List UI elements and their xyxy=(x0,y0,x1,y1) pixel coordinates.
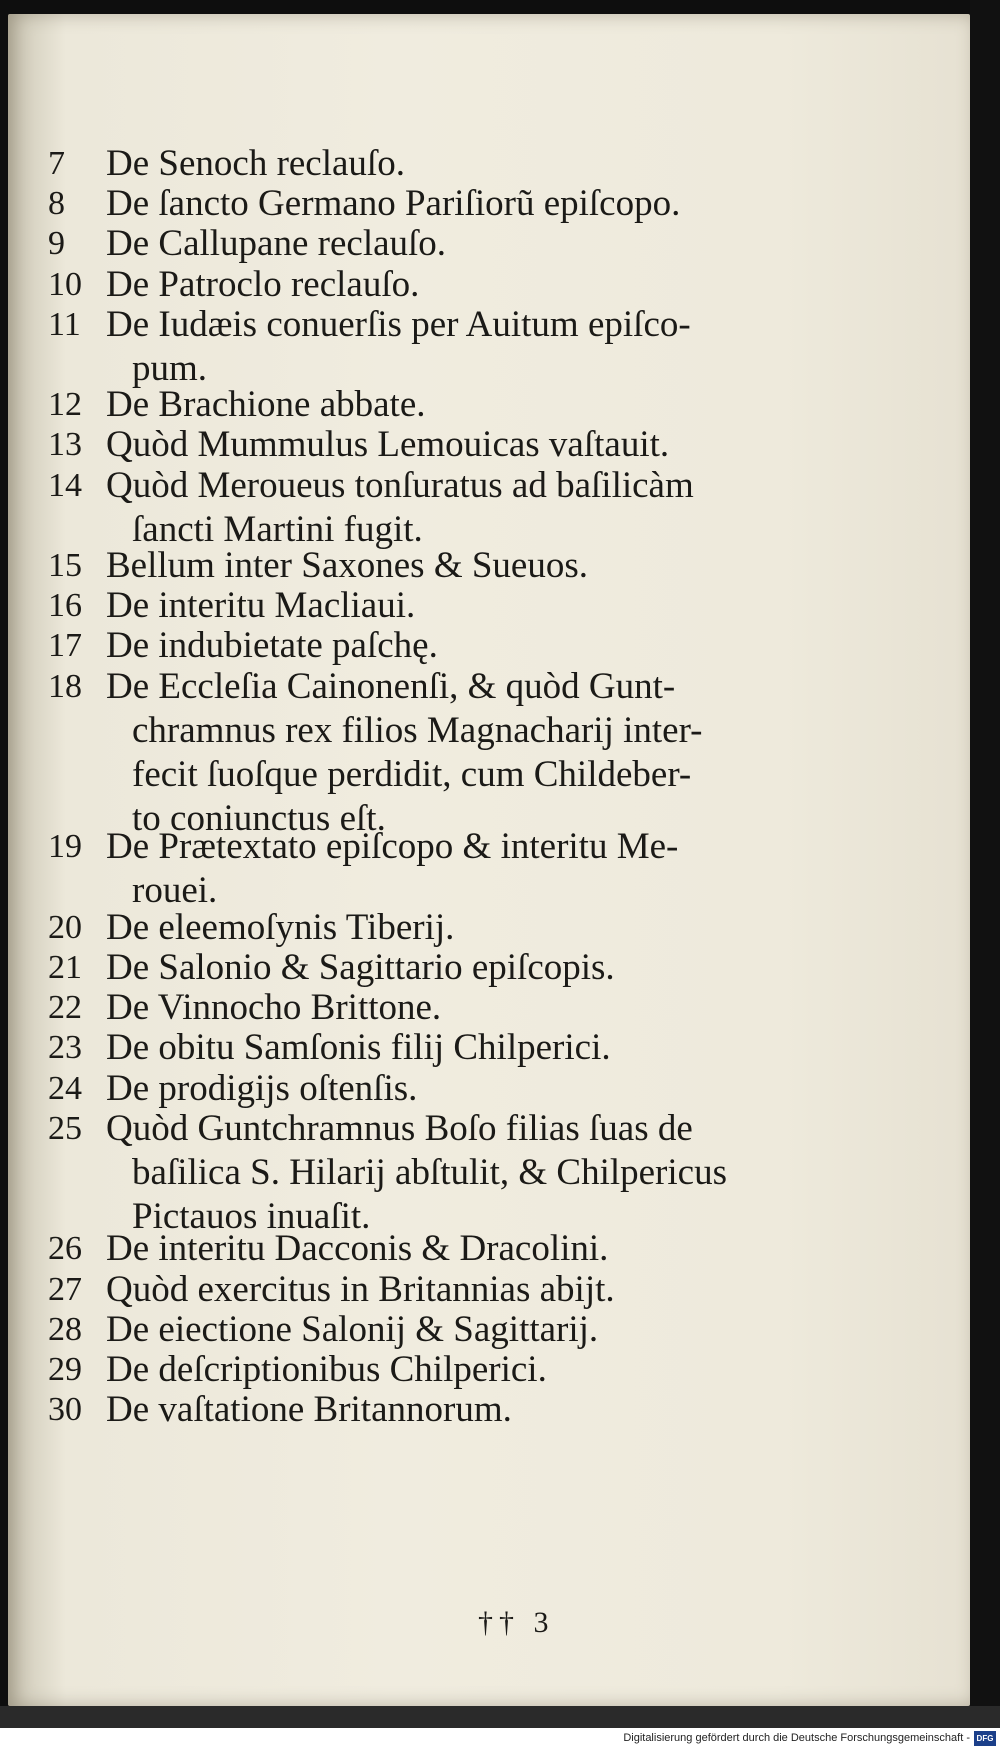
entry-number: 18 xyxy=(48,667,82,705)
entry-number: 17 xyxy=(48,627,82,665)
entry-line: Quòd Mummulus Lemouicas vaſtauit. xyxy=(106,424,670,466)
entry-number: 23 xyxy=(48,1029,82,1067)
entry-line: De deſcriptionibus Chilperici. xyxy=(106,1349,547,1390)
footer-credit: Digitalisierung gefördert durch die Deutsche Forschungsgemeinschaft - xyxy=(623,1732,970,1744)
entry-number: 15 xyxy=(48,547,82,584)
entry-title xyxy=(106,1308,826,1352)
entry-title xyxy=(106,665,826,841)
entry-line: Quòd exercitus in Britannias abijt. xyxy=(106,1268,615,1310)
entry-number: 30 xyxy=(48,1391,82,1429)
entry-title xyxy=(106,464,826,552)
entry-title xyxy=(106,303,826,391)
entry-title xyxy=(106,1227,826,1271)
entry-title xyxy=(106,142,826,186)
entry-line: Bellum inter Saxones & Sueuos. xyxy=(106,545,588,586)
entry-line: De Brachione abbate. xyxy=(106,384,426,426)
entry-line: fecit ſuoſque perdidit, cum Childeber- xyxy=(132,753,692,795)
entry-line: De Vinnocho Brittone. xyxy=(106,987,442,1029)
entry-line: ſancti Martini fugit. xyxy=(132,508,423,550)
entry-title xyxy=(106,946,826,990)
entry-line: De prodigijs oſtenſis. xyxy=(106,1067,418,1109)
entry-line: De Callupane reclauſo. xyxy=(106,223,447,265)
entry-number: 7 xyxy=(48,145,65,182)
entry-number: 24 xyxy=(48,1069,82,1107)
table-of-contents xyxy=(8,14,970,1706)
entry-line: Quòd Guntchramnus Boſo filias ſuas de xyxy=(106,1107,693,1149)
entry-line: Quòd Meroueus tonſuratus ad baſilicàm xyxy=(106,464,694,506)
entry-line: pum. xyxy=(132,347,208,389)
entry-number: 11 xyxy=(48,305,81,343)
entry-title xyxy=(106,1268,826,1312)
entry-number: 25 xyxy=(48,1109,82,1147)
entry-line: baſilica S. Hilarij abſtulit, & Chilpericus xyxy=(132,1151,727,1193)
entry-line: De eleemoſynis Tiberij. xyxy=(106,906,455,948)
entry-title xyxy=(106,1107,826,1239)
entry-number: 29 xyxy=(48,1351,82,1388)
entry-number: 13 xyxy=(48,426,82,464)
entry-number: 19 xyxy=(48,828,82,866)
entry-line: to coniunctus eſt. xyxy=(132,797,386,839)
entry-line: De interitu Macliaui. xyxy=(106,585,416,627)
entry-line: De Eccleſia Cainonenſi, & quòd Gunt- xyxy=(106,665,676,707)
entry-title xyxy=(106,423,826,467)
entry-number: 12 xyxy=(48,386,82,424)
entry-title xyxy=(106,986,826,1030)
entry-line: chramnus rex filios Magnacharij inter- xyxy=(132,709,703,751)
entry-number: 14 xyxy=(48,466,82,504)
entry-title xyxy=(106,825,826,913)
entry-number: 26 xyxy=(48,1230,82,1268)
book-page xyxy=(8,14,970,1706)
entry-title xyxy=(106,624,826,668)
entry-line: De eiectione Salonij & Sagittarij. xyxy=(106,1308,599,1350)
signature-mark: †† 3 xyxy=(478,1606,555,1639)
entry-title xyxy=(106,1026,826,1070)
entry-title xyxy=(106,906,826,950)
entry-line: De Iudæis conuerſis per Auitum epiſco- xyxy=(106,303,691,345)
entry-number: 8 xyxy=(48,185,65,223)
entry-title xyxy=(106,584,826,628)
entry-title xyxy=(106,544,826,588)
entry-line: De obitu Samſonis filij Chilperici. xyxy=(106,1027,611,1069)
entry-line: De Salonio & Sagittario epiſcopis. xyxy=(106,947,615,988)
entry-line: De ſancto Germano Pariſiorũ epiſcopo. xyxy=(106,183,681,225)
entry-line: De vaſtatione Britannorum. xyxy=(106,1389,512,1431)
entry-line: De Senoch reclauſo. xyxy=(106,143,405,184)
entry-number: 10 xyxy=(48,265,82,303)
scan-bottom-edge xyxy=(0,1706,1000,1728)
entry-number: 28 xyxy=(48,1310,82,1348)
entry-title xyxy=(106,1388,826,1432)
entry-title xyxy=(106,1067,826,1111)
entry-line: rouei. xyxy=(132,870,218,912)
entry-number: 22 xyxy=(48,989,82,1027)
dfg-logo: DFG xyxy=(974,1731,996,1746)
footer-strip xyxy=(0,1728,1000,1752)
entry-title xyxy=(106,222,826,266)
entry-line: De Prætextato epiſcopo & interitu Me- xyxy=(106,826,679,868)
entry-title xyxy=(106,182,826,226)
entry-line: De Patroclo reclauſo. xyxy=(106,263,420,305)
entry-line: Pictauos inuaſit. xyxy=(132,1195,371,1237)
entry-title xyxy=(106,263,826,307)
entry-title xyxy=(106,383,826,427)
entry-number: 21 xyxy=(48,949,82,986)
entry-title xyxy=(106,1348,826,1392)
entry-number: 16 xyxy=(48,587,82,625)
entry-line: De interitu Dacconis & Dracolini. xyxy=(106,1228,609,1270)
scan-right-edge xyxy=(970,0,1000,1720)
entry-line: De indubietate paſchę. xyxy=(106,625,438,667)
entry-number: 9 xyxy=(48,225,65,263)
entry-number: 20 xyxy=(48,908,82,946)
entry-number: 27 xyxy=(48,1270,82,1308)
